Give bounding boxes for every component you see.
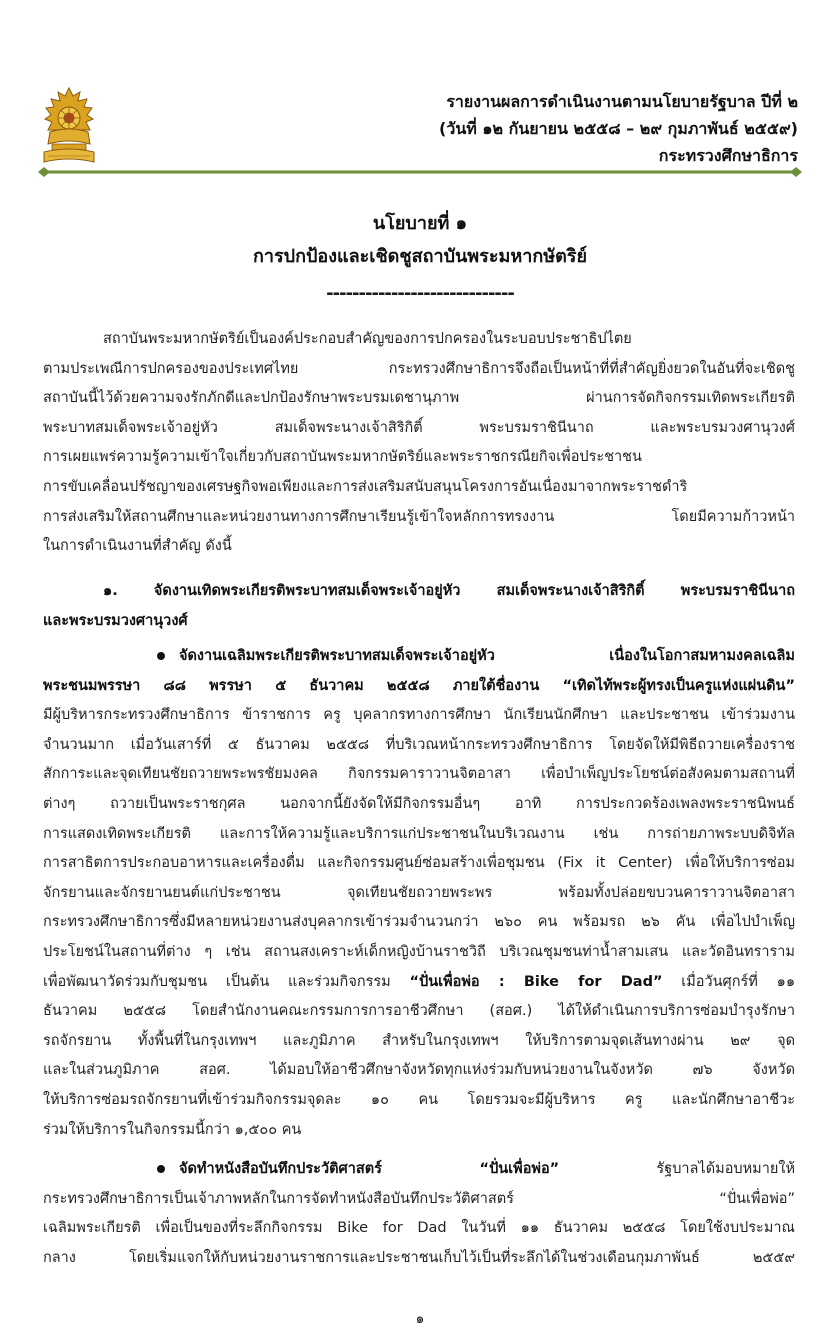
title-separator: ----------------------------- (326, 283, 514, 304)
paragraph-line: การเผยแพร่ความรู้ความเข้าใจเกี่ยวกับสถาบันพระมหากษัตริย์และพระราชกรณียกิจเพื่อประชาชน (43, 449, 642, 466)
section-1-heading (43, 577, 795, 636)
paragraph-line: รถจักรยาน ทั้งพื้นที่ในกรุงเทพฯ และภูมิภาค สำหรับในกรุงเทพฯ ให้บริการตามจุดเส้นทางผ่าน ๒๙ จุด (43, 1032, 795, 1049)
paragraph-line: สถาบันพระมหากษัตริย์เป็นองค์ประกอบสำคัญของการปกครองในระบอบประชาธิปไตย (103, 331, 632, 347)
paragraph-line: การสาธิตการประกอบอาหารและเครื่องดื่ม และกิจกรรมศูนย์ซ่อมสร้างเพื่อชุมชน (Fix it Center) เพื่อให้บริการซ่อม (43, 855, 795, 872)
paragraph-line: จำนวนมาก เมื่อวันเสาร์ที่ ๕ ธันวาคม ๒๕๕๘ ที่บริเวณหน้ากระทรวงศึกษาธิการ โดยจัดให้มีพิธีถวายเครื่องราช (43, 736, 795, 753)
paragraph-line: และในส่วนภูมิภาค สอศ. ได้มอบให้อาชีวศึกษาจังหวัดทุกแห่งร่วมกับหน่วยงานในจังหวัด ๗๖ จังหวัด (43, 1062, 795, 1079)
ministry-name: กระทรวงศึกษาธิการ (658, 146, 798, 165)
bullet-heading-line: พระชนมพรรษา ๘๘ พรรษา ๕ ธันวาคม ๒๕๕๘ ภายใต้ชื่องาน “เทิดไท้พระผู้ทรงเป็นครูแห่งแผ่นดิน” (43, 677, 795, 694)
bullet-icon (157, 652, 165, 660)
report-period: (วันที่ ๑๒ กันยายน ๒๕๕๘ – ๒๙ กุมภาพันธ์ ๒๕๕๙) (439, 119, 798, 138)
paragraph-line: สักการะและจุดเทียนชัยถวายพระพรชัยมงคล กิจกรรมคาราวานจิตอาสา เพื่อบำเพ็ญประโยชน์ต่อสังคมตามสถานที่ (43, 766, 795, 783)
paragraph-line (43, 968, 795, 998)
paragraph-line: ในการดำเนินงานที่สำคัญ ดังนี้ (43, 538, 232, 555)
bullet-icon (157, 1165, 165, 1173)
section-heading-line: และพระบรมวงศานุวงศ์ (43, 612, 188, 629)
paragraph-line: จักรยานและจักรยานยนต์แก่ประชาชน จุดเทียนชัยถวายพระพร พร้อมทั้งปล่อยขบวนคาราวานจิตอาสา (43, 884, 795, 901)
paragraph-line: ต่างๆ ถวายเป็นพระราชกุศล นอกจากนี้ยังจัดให้มีกิจกรรมอื่นๆ อาทิ การประกวดร้องเพลงพระราชนิพนธ์ (43, 795, 795, 812)
paragraph-line: เฉลิมพระเกียรติ เพื่อเป็นของที่ระลึกกิจกรรม Bike for Dad ในวันที่ ๑๑ ธันวาคม ๒๕๕๘ โดยใช้งบประมาณ (43, 1220, 795, 1237)
paragraph-line: ตามประเพณีการปกครองของประเทศไทย กระทรวงศึกษาธิการจึงถือเป็นหน้าที่ที่สำคัญยิ่งยวดในอันที่จะเชิดชู (43, 360, 795, 377)
paragraph-line: ร่วมให้บริการในกิจกรรมนี้กว่า ๑,๕๐๐ คน (43, 1121, 302, 1138)
policy-number: นโยบายที่ ๑ (372, 213, 468, 234)
policy-title: การปกป้องและเชิดชูสถาบันพระมหากษัตริย์ (252, 246, 588, 267)
bullet-heading-text: จัดทำหนังสือบันทึกประวัติศาสตร์ “ปั่นเพื่อพ่อ” (179, 1161, 560, 1177)
bullet-heading-line (43, 1155, 795, 1185)
paragraph-line: ประโยชน์ในสถานที่ต่าง ๆ เช่น สถานสงเคราะห์เด็กหญิงบ้านราชวิถี บริเวณชุมชนท่าน้ำสามเสน และวัดอินทราราม (43, 943, 795, 960)
intro-paragraph (43, 325, 795, 562)
paragraph-line: สถาบันนี้ไว้ด้วยความจงรักภักดีและปกป้องรักษาพระบรมเดชานุภาพ ผ่านการจัดกิจกรรมเทิดพระเกียรติ (43, 390, 795, 407)
paragraph-line: กระทรวงศึกษาธิการซึ่งมีหลายหน่วยงานส่งบุคลากรเข้าร่วมจำนวนกว่า ๒๖๐ คน พร้อมรถ ๒๖ คัน เพื่อไปบำเพ็ญ (43, 914, 795, 931)
bullet-heading-text: จัดงานเฉลิมพระเกียรติพระบาทสมเด็จพระเจ้าอยู่หัว เนื่องในโอกาสมหามงคลเฉลิม (179, 648, 795, 664)
paragraph-line: พระบาทสมเด็จพระเจ้าอยู่หัว สมเด็จพระนางเจ้าสิริกิติ์ พระบรมราชินีนาถ และพระบรมวงศานุวงศ์ (43, 419, 795, 436)
section-heading-line: ๑. จัดงานเทิดพระเกียรติพระบาทสมเด็จพระเจ้าอยู่หัว สมเด็จพระนางเจ้าสิริกิติ์ พระบรมราชินีนาถ (103, 583, 795, 599)
line-text: เมื่อวันศุกร์ที่ ๑๑ (681, 973, 795, 990)
paragraph-line: การขับเคลื่อนปรัชญาของเศรษฐกิจพอเพียงและการส่งเสริมสนับสนุนโครงการอันเนื่องมาจากพระราชดำริ (43, 478, 688, 495)
ministry-of-education-emblem-icon (40, 86, 98, 166)
bullet-heading-line (43, 642, 795, 672)
paragraph-line: กลาง โดยเริ่มแจกให้กับหน่วยงานราชการและประชาชนเก็บไว้เป็นที่ระลึกได้ในช่วงเดือนกุมภาพันธ์ ๒๕๕๙ (43, 1249, 795, 1266)
paragraph-line: ธันวาคม ๒๕๕๘ โดยสำนักงานคณะกรรมการการอาชีวศึกษา (สอศ.) ได้ให้ดำเนินการบริการซ่อมบำรุงรักษา (43, 1003, 795, 1020)
paragraph-line: การส่งเสริมให้สถานศึกษาและหน่วยงานทางการศึกษาเรียนรู้เข้าใจหลักการทรงงาน โดยมีความก้าวหน้า (43, 508, 795, 525)
report-header (439, 88, 798, 169)
bullet-item-history-book (43, 1155, 795, 1273)
report-title: รายงานผลการดำเนินงานตามนโยบายรัฐบาล ปีที่ ๒ (446, 92, 798, 111)
paragraph-line: ให้บริการซ่อมรถจักรยานที่เข้าร่วมกิจกรรมจุดละ ๑๐ คน โดยรวมจะมีผู้บริหาร ครู และนักศึกษาอาชีวะ (43, 1091, 795, 1108)
bike-for-dad-title: “ปั่นเพื่อพ่อ : Bike for Dad” (409, 973, 663, 990)
line-text: เพื่อพัฒนาวัดร่วมกับชุมชน เป็นต้น และร่วมกิจกรรม (43, 973, 391, 990)
bullet-item-celebration (43, 642, 795, 1145)
paragraph-line: มีผู้บริหารกระทรวงศึกษาธิการ ข้าราชการ ครู บุคลากรทางการศึกษา นักเรียนนักศึกษา และประชาชน เข้าร่วมงาน (43, 707, 795, 724)
paragraph-line: กระทรวงศึกษาธิการเป็นเจ้าภาพหลักในการจัดทำหนังสือบันทึกประวัติศาสตร์ “ปั่นเพื่อพ่อ” (43, 1190, 795, 1207)
paragraph-line: การแสดงเทิดพระเกียรติ และการให้ความรู้และบริการแก่ประชาชนในบริเวณงาน เช่น การถ่ายภาพระบบดิจิทัล (43, 825, 795, 842)
header-divider (38, 166, 802, 178)
line-text: รัฐบาลได้มอบหมายให้ (656, 1161, 795, 1177)
page-number: ๑ (415, 1311, 425, 1327)
